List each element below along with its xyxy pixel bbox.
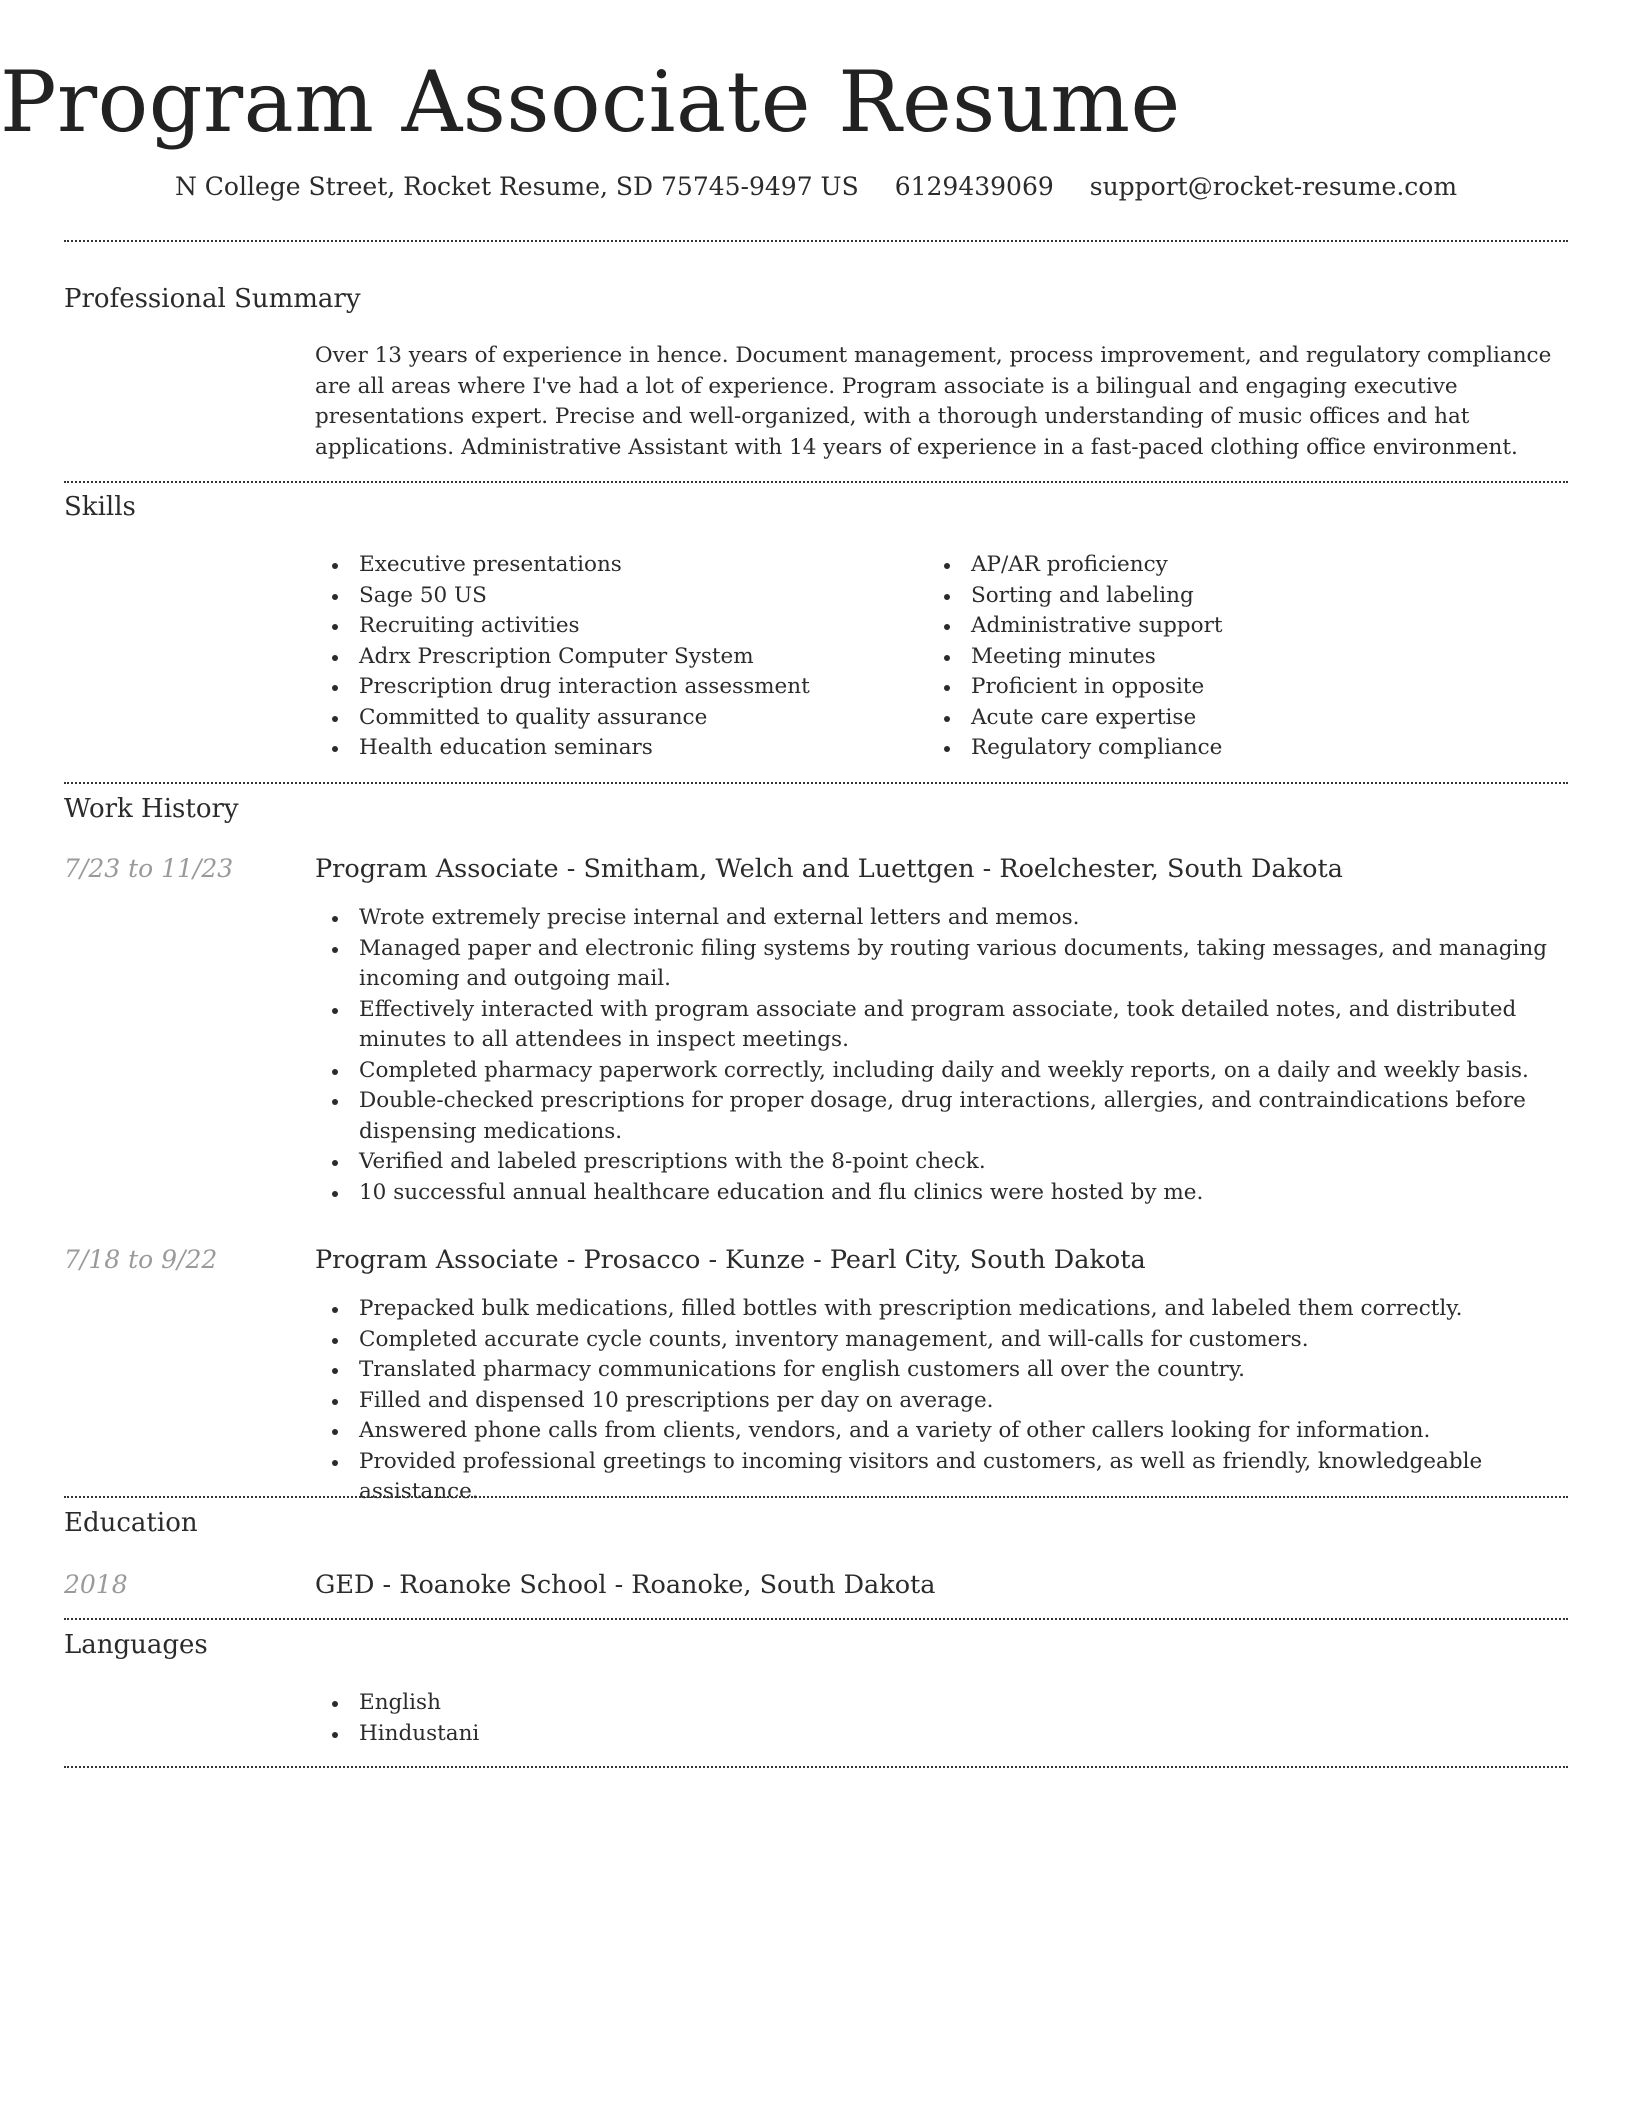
skill-item: AP/AR proficiency — [927, 550, 1527, 581]
skill-item: Proficient in opposite — [927, 672, 1527, 703]
education-title: GED - Roanoke School - Roanoke, South Dakota — [315, 1570, 936, 1600]
skill-item: Meeting minutes — [927, 642, 1527, 673]
job-title: Program Associate - Smitham, Welch and Luettgen - Roelchester, South Dakota — [315, 854, 1343, 884]
skill-item: Executive presentations — [315, 550, 915, 581]
section-heading-work: Work History — [64, 794, 239, 824]
page-title: Program Associate Resume — [0, 53, 1181, 151]
divider — [64, 1618, 1568, 1620]
section-heading-summary: Professional Summary — [64, 284, 361, 314]
job-bullets — [315, 903, 1575, 1208]
contact-address: N College Street, Rocket Resume, SD 75745-9497 US — [174, 172, 859, 201]
job-dates: 7/18 to 9/22 — [64, 1245, 218, 1274]
language-item: Hindustani — [315, 1719, 915, 1750]
skill-item: Prescription drug interaction assessment — [315, 672, 915, 703]
contact-line — [0, 170, 1632, 204]
language-item: English — [315, 1688, 915, 1719]
job-bullet: Effectively interacted with program associate and program associate, took detailed notes, and distributed minutes to all attendees in inspect meetings. — [315, 995, 1575, 1056]
job-bullets — [315, 1294, 1575, 1508]
job-bullet: Wrote extremely precise internal and external letters and memos. — [315, 903, 1575, 934]
job-bullet: Managed paper and electronic filing systems by routing various documents, taking messages, and managing incoming and outgoing mail. — [315, 934, 1575, 995]
contact-phone: 6129439069 — [894, 172, 1054, 201]
divider — [64, 240, 1568, 242]
contact-email: support@rocket-resume.com — [1089, 172, 1458, 201]
skill-item: Administrative support — [927, 611, 1527, 642]
job-title: Program Associate - Prosacco - Kunze - Pearl City, South Dakota — [315, 1245, 1146, 1275]
job-bullet: Double-checked prescriptions for proper dosage, drug interactions, allergies, and contraindications before dispensing medications. — [315, 1086, 1575, 1147]
skill-item: Acute care expertise — [927, 703, 1527, 734]
job-bullet: Provided professional greetings to incoming visitors and customers, as well as friendly, knowledgeable assistance. — [315, 1447, 1575, 1508]
skill-item: Sorting and labeling — [927, 581, 1527, 612]
divider — [64, 782, 1568, 784]
section-heading-skills: Skills — [64, 492, 136, 522]
job-bullet: Prepacked bulk medications, filled bottles with prescription medications, and labeled them correctly. — [315, 1294, 1575, 1325]
job-bullet: 10 successful annual healthcare education and flu clinics were hosted by me. — [315, 1178, 1575, 1209]
job-bullet: Verified and labeled prescriptions with the 8-point check. — [315, 1147, 1575, 1178]
skill-item: Sage 50 US — [315, 581, 915, 612]
section-heading-languages: Languages — [64, 1630, 208, 1660]
divider — [64, 481, 1568, 483]
skill-item: Recruiting activities — [315, 611, 915, 642]
skill-item: Committed to quality assurance — [315, 703, 915, 734]
job-bullet: Completed accurate cycle counts, inventory management, and will-calls for customers. — [315, 1325, 1575, 1356]
skill-item: Regulatory compliance — [927, 733, 1527, 764]
job-bullet: Translated pharmacy communications for english customers all over the country. — [315, 1355, 1575, 1386]
summary-text: Over 13 years of experience in hence. Document management, process improvement, and regulatory compliance are all areas where I've had a lot of experience. Program associate is a bilingual and engaging executive presentations expert. Precise and well-organized, with a thorough understanding of music offices and hat applications. Administrative Assistant with 14 years of experience in a fast-paced clothing office environment. — [315, 343, 1552, 460]
job-bullet: Filled and dispensed 10 prescriptions per day on average. — [315, 1386, 1575, 1417]
divider — [64, 1766, 1568, 1768]
languages-list — [315, 1688, 915, 1749]
job-bullet: Completed pharmacy paperwork correctly, including daily and weekly reports, on a daily and weekly basis. — [315, 1056, 1575, 1087]
job-dates: 7/23 to 11/23 — [64, 854, 234, 883]
skill-item: Adrx Prescription Computer System — [315, 642, 915, 673]
section-heading-education: Education — [64, 1508, 198, 1538]
job-bullet: Answered phone calls from clients, vendors, and a variety of other callers looking for information. — [315, 1416, 1575, 1447]
skill-item: Health education seminars — [315, 733, 915, 764]
skills-column-left — [315, 550, 915, 764]
divider — [64, 1496, 1568, 1498]
education-year: 2018 — [64, 1570, 128, 1599]
skills-column-right — [927, 550, 1527, 764]
